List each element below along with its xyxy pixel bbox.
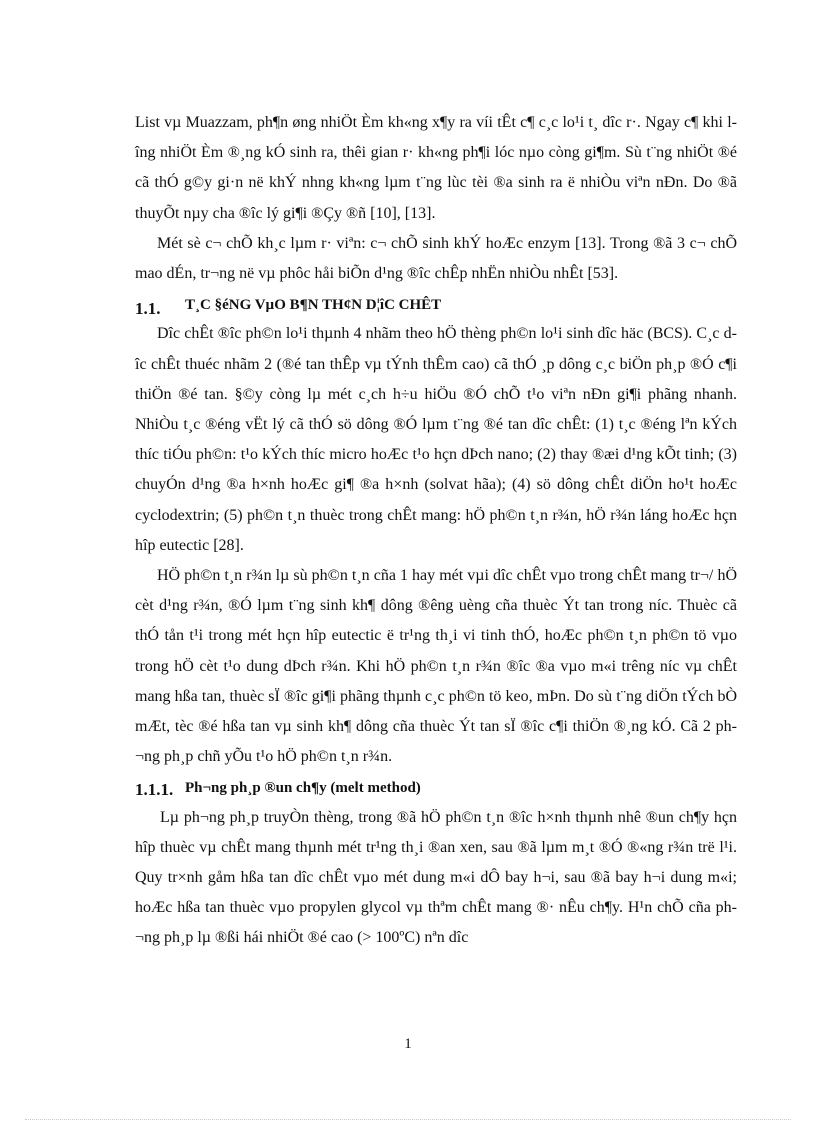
paragraph-2: Mét sè c¬ chÕ kh¸c lµm r· viªn: c¬ chÕ sinh khÝ hoÆc enzym [13]. Trong ®ã 3 c¬ chÕ mao dÉn, tr¬ng në vµ phôc håi biÕn d¹ng ®îc chÊp nhËn nhiÒu nhÊt [53]. (135, 234, 737, 283)
paragraph-3: Dîc chÊt ®îc ph©n lo¹i thµnh 4 nhãm theo hÖ thèng ph©n lo¹i sinh dîc häc (BCS). C¸c dîc chÊt thuéc nhãm 2 (®é tan thÊp vµ tÝnh thÊm cao) cã thÓ ¸p dông c¸c biÖn ph¸p ®Ó c¶i thiÖn ®é tan. §©y còng lµ mét c¸ch h÷u hiÖu ®Ó chÕ t¹o viªn nÐn gi¶i phãng nhanh. NhiÒu t¸c ®éng vËt lý cã thÓ sö dông ®Ó lµm t¨ng ®é tan dîc chÊt: (1) t¸c ®éng lªn kÝch thíc tiÓu ph©n: t¹o kÝch thíc micro hoÆc t¹o hçn dÞch nano; (2) thay ®æi d¹ng kÕt tinh; (3) chuyÓn d¹ng ®a h×nh hoÆc gi¶ ®a h×nh (solvat hãa); (4) sö dông chÊt diÖn ho¹t hoÆc cyclodextrin; (5) ph©n t¸n thuèc trong chÊt mang: hÖ ph©n t¸n r¾n, hÖ r¾n láng hoÆc hçn hîp eutectic [28]. (135, 325, 737, 554)
paragraph-4: HÖ ph©n t¸n r¾n lµ sù ph©n t¸n cña 1 hay mét vµi dîc chÊt vµo trong chÊt mang tr¬/ hÖ cèt d¹ng r¾n, ®Ó lµm t¨ng sinh kh¶ dông ®êng uèng cña thuèc Ýt tan trong níc. Thuèc cã thÓ tån t¹i trong mét hçn hîp eutectic ë tr¹ng th¸i vi tinh thÓ, hoÆc ph©n t¸n ph©n tö vµo trong hÖ cèt t¹o dung dÞch r¾n. Khi hÖ ph©n t¸n r¾n ®îc ®a vµo m«i trêng níc vµ chÊt mang hßa tan, thuèc sÏ ®îc gi¶i phãng thµnh c¸c ph©n tö keo, mÞn. Do sù t¨ng diÖn tÝch bÒ mÆt, tèc ®é hßa tan vµ sinh kh¶ dông cña thuèc Ýt tan sÏ ®îc c¶i thiÖn ®¸ng kÓ. Cã 2 ph¬ng ph¸p chñ yÕu t¹o hÖ ph©n t¸n r¾n. (135, 567, 737, 766)
page-bottom-divider (25, 1119, 791, 1120)
subsection-title: Ph¬ng ph¸p ®un ch¶y (melt method) (185, 780, 421, 797)
subsection-heading (135, 772, 737, 802)
paragraph-1: List vµ Muazzam, ph¶n øng nhiÖt Èm kh«ng x¶y ra víi tÊt c¶ c¸c lo¹i t¸ dîc r·. Ngay c¶ khi lîng nhiÖt Èm ®¸ng kÓ sinh ra, thêi gian r· kh«ng ph¶i lóc nµo còng gi¶m. Sù t¨ng nhiÖt ®é cã thÓ g©y gi·n në khÝ nhng kh«ng lµm t¨ng lùc tèi ®a sinh ra ë nhiÒu viªn nÐn. Do ®ã thuyÕt nµy cha ®îc lý gi¶i ®Çy ®ñ [10], [13]. (135, 114, 737, 222)
subsection-number: 1.1.1. (135, 780, 174, 800)
paragraph-5: Lµ ph¬ng ph¸p truyÒn thèng, trong ®ã hÖ ph©n t¸n ®îc h×nh thµnh nhê ®un ch¶y hçn hîp thuèc vµ chÊt mang thµnh mét tr¹ng th¸i ®an xen, sau ®ã lµm m¸t ®Ó ®«ng r¾n trë l¹i. Quy tr×nh gåm hßa tan dîc chÊt vµo mét dung m«i dÔ bay h¬i, sau ®ã bay h¬i dung m«i; hoÆc hßa tan thuèc vµo propylen glycol vµ thªm chÊt mang ®· nÊu ch¶y. H¹n chÕ cña ph¬ng ph¸p lµ ®ßi hái nhiÖt ®é cao (> 100ºC) nªn dîc (135, 808, 737, 947)
page-number: 1 (404, 1036, 412, 1052)
section-title: T¸C §éNG VµO B¶N TH¢N D¦îC CHÊT (185, 297, 442, 314)
page-body (135, 108, 737, 954)
section-heading (135, 289, 737, 319)
section-number: 1.1. (135, 299, 161, 319)
